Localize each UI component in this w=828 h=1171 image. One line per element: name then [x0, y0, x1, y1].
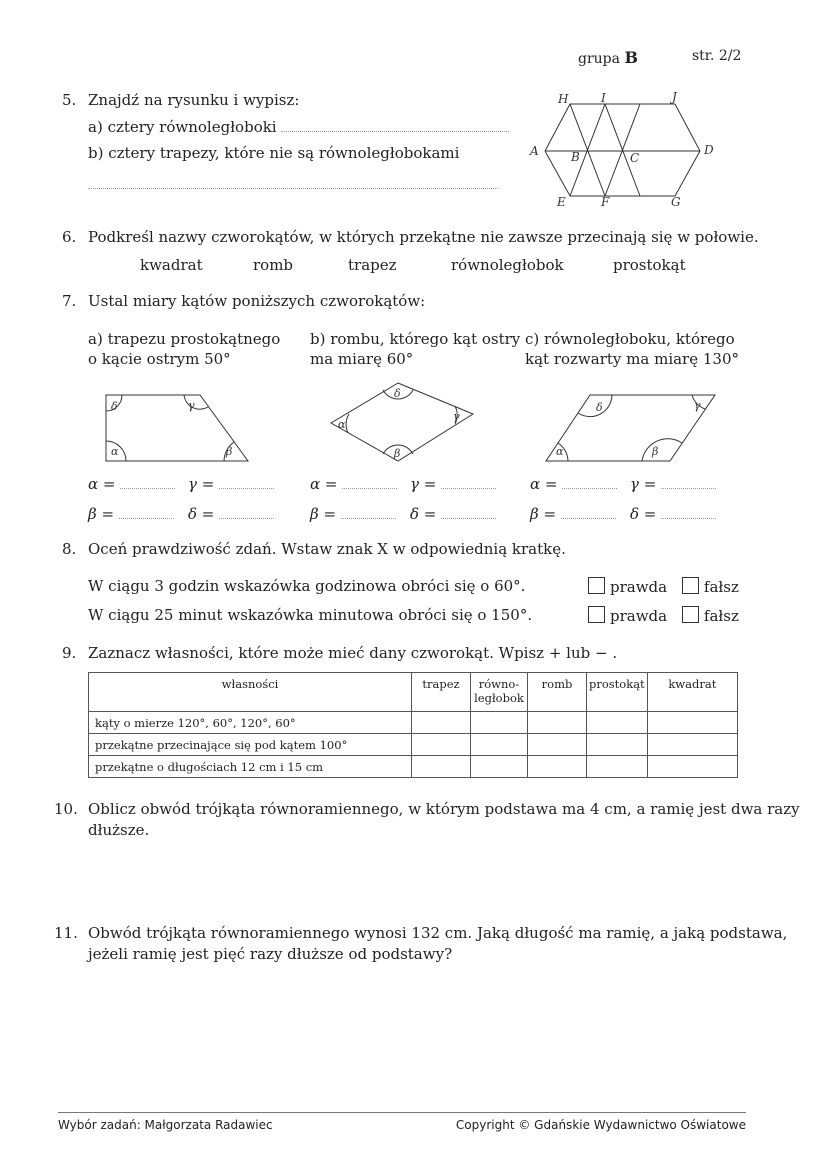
- footer-divider: [58, 1112, 746, 1113]
- table-cell[interactable]: [471, 734, 528, 756]
- header-wlasnosci: własności: [89, 673, 412, 712]
- q5-b-answer-line[interactable]: [88, 174, 498, 189]
- q7b-alpha: α: [338, 418, 346, 431]
- q7-a-line1: a) trapezu prostokątnego: [88, 330, 281, 348]
- q7-number: 7.: [62, 292, 77, 310]
- answer-blank[interactable]: [661, 474, 716, 489]
- q7-b-line2: ma miarę 60°: [310, 350, 414, 368]
- q7b-delta: δ: [394, 387, 401, 400]
- q5-a: [88, 117, 509, 136]
- q7a-gamma-answer: γ =: [188, 474, 274, 493]
- q7c-alpha-answer: α =: [530, 474, 617, 493]
- q8-row2-false-checkbox[interactable]: [682, 606, 699, 623]
- q6-number: 6.: [62, 228, 77, 246]
- table-cell[interactable]: [528, 756, 587, 778]
- q7c-alpha: α: [556, 445, 564, 458]
- q7c-beta: β: [652, 445, 659, 458]
- group-label: [578, 48, 638, 67]
- header-rownoleglobok: [471, 673, 528, 712]
- row-label: kąty o mierze 120°, 60°, 120°, 60°: [89, 712, 412, 734]
- q5-number: 5.: [62, 91, 77, 109]
- table-row: [89, 712, 738, 734]
- q6-option-romb[interactable]: romb: [253, 256, 294, 274]
- table-cell[interactable]: [587, 712, 648, 734]
- label-B: B: [571, 150, 580, 164]
- q8-row1-false-checkbox[interactable]: [682, 577, 699, 594]
- false-label: fałsz: [703, 607, 739, 625]
- q7c-beta-answer: β =: [530, 504, 616, 523]
- q8-statement-1: W ciągu 3 godzin wskazówka godzinowa obróci się o 60°.: [88, 577, 526, 595]
- q7c-gamma-answer: γ =: [630, 474, 716, 493]
- q7a-delta-answer: δ =: [188, 504, 274, 523]
- q5-a-text: a) cztery równoległoboki: [88, 118, 277, 136]
- label-E: E: [557, 195, 566, 209]
- q10-line2: dłuższe.: [88, 821, 150, 839]
- q6-option-trapez[interactable]: trapez: [348, 256, 397, 274]
- table-row: [89, 734, 738, 756]
- q5-prompt: Znajdź na rysunku i wypisz:: [88, 91, 300, 109]
- q7a-beta-answer: β =: [88, 504, 174, 523]
- answer-blank[interactable]: [120, 474, 175, 489]
- true-label: prawda: [610, 578, 668, 596]
- q9-number: 9.: [62, 644, 77, 662]
- q7a-alpha-answer: α =: [88, 474, 175, 493]
- q6-option-rownoleglobok[interactable]: równoległobok: [451, 256, 564, 274]
- table-cell[interactable]: [528, 734, 587, 756]
- table-cell[interactable]: [587, 756, 648, 778]
- q8-row2-options: [588, 606, 739, 625]
- q7b-beta: β: [394, 447, 401, 460]
- q5-b: b) cztery trapezy, które nie są równoległobokami: [88, 144, 460, 162]
- answer-blank[interactable]: [219, 474, 274, 489]
- q7c-gamma: γ: [694, 399, 701, 412]
- row-label: przekątne przecinające się pod kątem 100°: [89, 734, 412, 756]
- answer-blank[interactable]: [341, 504, 396, 519]
- q7b-beta-answer: β =: [310, 504, 396, 523]
- q7a-gamma: γ: [188, 399, 195, 412]
- group-label-text: grupa: [578, 51, 620, 67]
- table-row: [89, 756, 738, 778]
- label-F: F: [601, 195, 610, 209]
- q8-row1-true-checkbox[interactable]: [588, 577, 605, 594]
- table-cell[interactable]: [587, 734, 648, 756]
- q7-a-line2: o kącie ostrym 50°: [88, 350, 231, 368]
- q5-a-answer-line[interactable]: [281, 117, 509, 132]
- q6-prompt: Podkreśl nazwy czworokątów, w których przekątne nie zawsze przecinają się w połowie.: [88, 228, 759, 246]
- label-A: A: [530, 144, 539, 158]
- q9-table: [88, 672, 738, 778]
- table-cell[interactable]: [412, 734, 471, 756]
- header-kwadrat: kwadrat: [647, 673, 737, 712]
- q7a-delta: δ: [111, 400, 118, 413]
- q11-number: 11.: [54, 924, 78, 942]
- header-prostokat: prostokąt: [587, 673, 648, 712]
- q7a-alpha: α: [111, 445, 119, 458]
- q6-option-kwadrat[interactable]: kwadrat: [140, 256, 203, 274]
- answer-blank[interactable]: [661, 504, 716, 519]
- q7-b-line1: b) rombu, którego kąt ostry: [310, 330, 521, 348]
- q8-row2-true-checkbox[interactable]: [588, 606, 605, 623]
- q7-figure-a: [100, 385, 260, 465]
- table-cell[interactable]: [471, 756, 528, 778]
- answer-blank[interactable]: [561, 504, 616, 519]
- q7b-delta-answer: δ =: [410, 504, 496, 523]
- q7-figure-b: [325, 378, 485, 468]
- label-J: J: [672, 90, 677, 104]
- answer-blank[interactable]: [441, 504, 496, 519]
- answer-blank[interactable]: [562, 474, 617, 489]
- q11-line1: Obwód trójkąta równoramiennego wynosi 132 cm. Jaką długość ma ramię, a jaką podstawa,: [88, 924, 788, 942]
- q8-number: 8.: [62, 540, 77, 558]
- q8-prompt: Oceń prawdziwość zdań. Wstaw znak X w odpowiednią kratkę.: [88, 540, 566, 558]
- false-label: fałsz: [703, 578, 739, 596]
- answer-blank[interactable]: [342, 474, 397, 489]
- table-cell[interactable]: [412, 756, 471, 778]
- q6-option-prostokat[interactable]: prostokąt: [613, 256, 686, 274]
- q7b-gamma-answer: γ =: [410, 474, 496, 493]
- header-part: równo-: [478, 677, 520, 691]
- q7c-delta-answer: δ =: [630, 504, 716, 523]
- q10-number: 10.: [54, 800, 78, 818]
- table-cell[interactable]: [647, 734, 737, 756]
- footer-left: Wybór zadań: Małgorzata Radawiec: [58, 1118, 273, 1132]
- table-cell[interactable]: [412, 712, 471, 734]
- group-letter: B: [624, 48, 638, 67]
- table-cell[interactable]: [647, 756, 737, 778]
- row-label: przekątne o długościach 12 cm i 15 cm: [89, 756, 412, 778]
- q8-statement-2: W ciągu 25 minut wskazówka minutowa obróci się o 150°.: [88, 606, 533, 624]
- q7-c-line1: c) równoległoboku, którego: [525, 330, 735, 348]
- table-cell[interactable]: [471, 712, 528, 734]
- q7-figure-c: [540, 385, 720, 465]
- header-trapez: trapez: [412, 673, 471, 712]
- label-G: G: [671, 195, 681, 209]
- label-C: C: [630, 151, 640, 165]
- table-cell[interactable]: [528, 712, 587, 734]
- answer-blank[interactable]: [119, 504, 174, 519]
- q7-prompt: Ustal miary kątów poniższych czworokątów:: [88, 292, 426, 310]
- answer-blank[interactable]: [219, 504, 274, 519]
- q7b-gamma: γ: [453, 410, 460, 423]
- q9-prompt: Zaznacz własności, które może mieć dany czworokąt. Wpisz + lub − .: [88, 644, 618, 662]
- q5-figure: [525, 88, 725, 213]
- label-H: H: [558, 92, 569, 106]
- header-part: ległobok: [474, 691, 524, 705]
- q8-row1-options: [588, 577, 739, 596]
- table-cell[interactable]: [647, 712, 737, 734]
- q11-line2: jeżeli ramię jest pięć razy dłuższe od podstawy?: [88, 945, 453, 963]
- header-romb: romb: [528, 673, 587, 712]
- q7b-alpha-answer: α =: [310, 474, 397, 493]
- footer-right: Copyright © Gdańskie Wydawnictwo Oświatowe: [455, 1118, 746, 1132]
- page-number: str. 2/2: [692, 48, 742, 64]
- answer-blank[interactable]: [441, 474, 496, 489]
- label-D: D: [704, 143, 714, 157]
- q7a-beta: β: [226, 445, 233, 458]
- q10-line1: Oblicz obwód trójkąta równoramiennego, w którym podstawa ma 4 cm, a ramię jest dwa razy: [88, 800, 800, 818]
- true-label: prawda: [610, 607, 668, 625]
- q7-c-line2: kąt rozwarty ma miarę 130°: [525, 350, 739, 368]
- q7c-delta: δ: [596, 401, 603, 414]
- table-header-row: [89, 673, 738, 712]
- label-I: I: [601, 91, 606, 105]
